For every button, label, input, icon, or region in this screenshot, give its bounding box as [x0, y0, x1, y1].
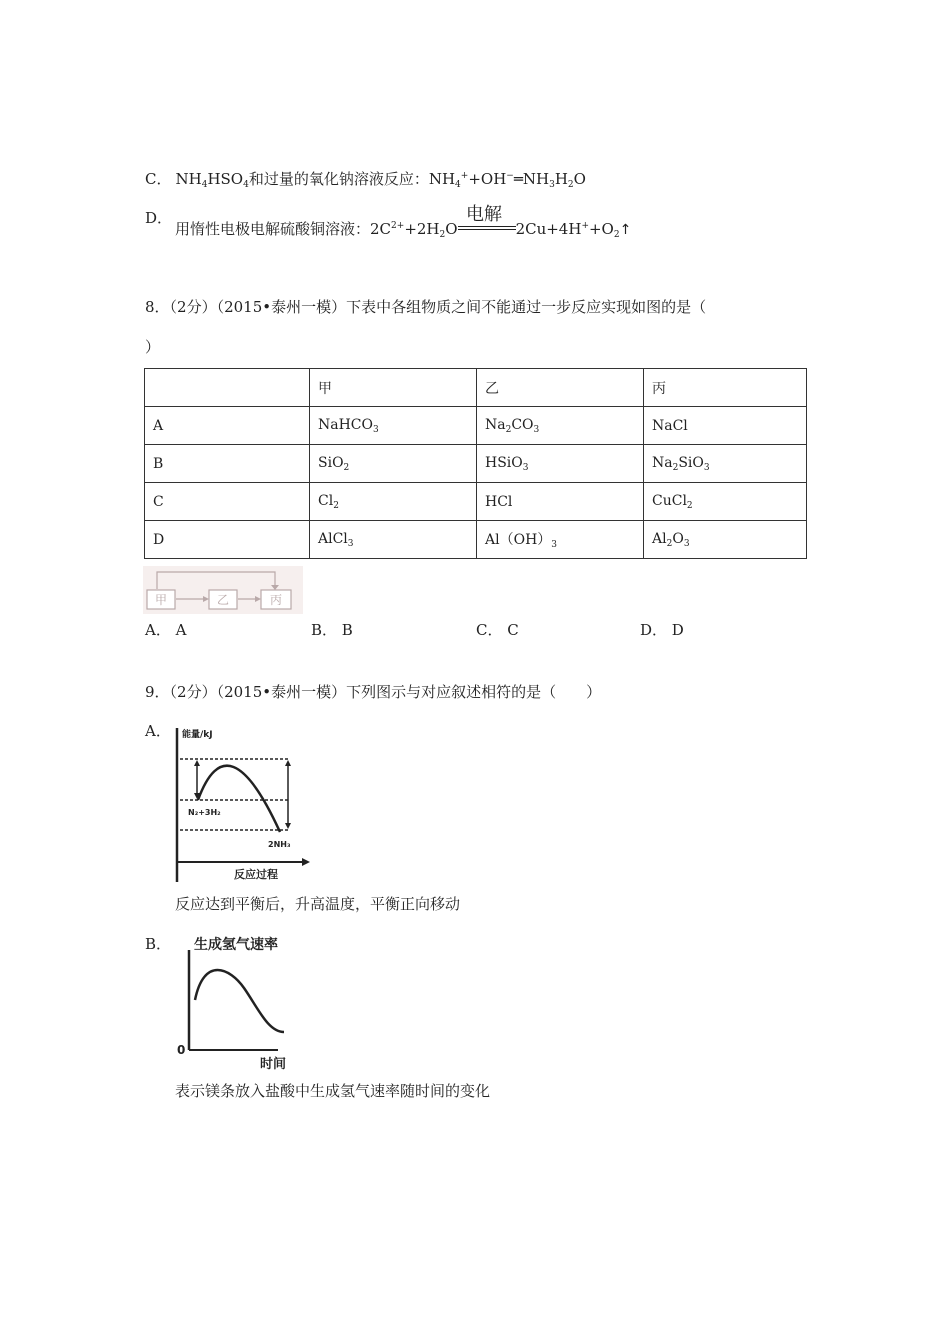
- q9-rate-diagram: [172, 932, 302, 1072]
- formula-text: O: [573, 170, 586, 188]
- superscript: +: [460, 171, 469, 181]
- q8-option-c[interactable]: C． C: [476, 621, 519, 639]
- table-cell: CuCl$_2$: [644, 483, 807, 521]
- table-cell: HSiO$_3$: [477, 445, 644, 483]
- gas-arrow-icon: ↑: [619, 222, 632, 238]
- table-row: [145, 445, 807, 483]
- formula-text: 和过量的氧化钠溶液反应：NH: [248, 170, 456, 188]
- x-axis-label: 反应过程: [234, 868, 278, 881]
- reactants-label: N₂+3H₂: [188, 808, 221, 817]
- table-cell: $Na_2SiO_3$: [644, 445, 807, 483]
- node-jia: 甲: [154, 593, 168, 607]
- table-cell: NaHCO$_3$: [310, 407, 477, 445]
- q8-table: [144, 368, 807, 559]
- origin-label: 0: [177, 1043, 186, 1057]
- table-row: [145, 483, 807, 521]
- q9-stem: 9．（2分）（2015•泰州一模）下列图示与对应叙述相符的是（ ）: [145, 683, 602, 701]
- q9-option-b-letter: B．: [145, 935, 172, 953]
- q8-option-d[interactable]: D． D: [640, 621, 684, 639]
- q9-option-a-caption: 反应达到平衡后，升高温度，平衡正向移动: [175, 895, 461, 913]
- table-cell: AlCl$_3$: [310, 521, 477, 559]
- formula-text: 用惰性电极电解硫酸铜溶液：2C: [175, 220, 392, 238]
- row-label: A: [145, 407, 310, 445]
- superscript: 2+: [391, 221, 405, 231]
- product-label: 2NH₃: [268, 840, 291, 849]
- table-cell: $Cl_2$: [310, 483, 477, 521]
- x-axis-label: 时间: [260, 1057, 287, 1072]
- row-label: D: [145, 521, 310, 559]
- table-cell: $Al(OH)_3$: [477, 521, 644, 559]
- q9-option-b-caption: 表示镁条放入盐酸中生成氢气速率随时间的变化: [175, 1082, 491, 1100]
- q8-option-b[interactable]: B． B: [311, 621, 353, 639]
- formula-text: H: [554, 170, 568, 188]
- formula-text: +2H: [404, 220, 440, 238]
- formula-text: 2Cu+4H: [515, 220, 582, 238]
- q8-stem-line1: 8．（2分）（2015•泰州一模）下表中各组物质之间不能通过一步反应实现如图的是（: [145, 298, 707, 316]
- formula-text: +OH: [468, 170, 507, 188]
- table-cell: $Na_2CO_3$: [477, 407, 644, 445]
- row-label: C: [145, 483, 310, 521]
- q7-option-d-letter: D．: [145, 209, 173, 227]
- table-cell: $Al_2O_3$: [644, 521, 807, 559]
- table-cell: SiO$_2$: [310, 445, 477, 483]
- subscript: 4: [455, 180, 461, 190]
- node-yi: 乙: [216, 593, 230, 607]
- node-bing: 丙: [269, 593, 283, 607]
- q9-energy-diagram: [172, 720, 312, 885]
- electrolysis-condition: 电解: [466, 204, 502, 225]
- row-label: B: [145, 445, 310, 483]
- subscript: 2: [567, 180, 574, 190]
- q9-option-a-letter: A．: [145, 722, 171, 740]
- header-cell: 甲: [310, 369, 477, 407]
- formula-text: O: [445, 220, 458, 238]
- subscript: 4: [201, 180, 208, 190]
- formula-text: NH: [175, 170, 202, 188]
- table-cell: HCl: [477, 483, 644, 521]
- formula-text: HSO: [207, 170, 244, 188]
- y-axis-label: 能量/kJ: [182, 730, 213, 740]
- subscript: 2: [439, 230, 446, 240]
- option-letter: C．: [145, 170, 172, 188]
- superscript: +: [581, 221, 589, 231]
- q8-stem-line2: ）: [145, 338, 161, 356]
- table-cell: NaCl: [644, 407, 807, 445]
- header-cell: 乙: [477, 369, 644, 407]
- formula-text: +O: [588, 220, 614, 238]
- subscript: 3: [549, 180, 555, 190]
- table-header-row: [145, 369, 807, 407]
- table-row: [145, 521, 807, 559]
- superscript: −: [506, 171, 514, 181]
- q7-option-d: [175, 218, 631, 240]
- header-cell: [145, 369, 310, 407]
- subscript: 2: [613, 230, 620, 240]
- q7-option-c: [145, 168, 586, 190]
- q8-conversion-diagram: [143, 566, 303, 614]
- header-cell: 丙: [644, 369, 807, 407]
- y-axis-label: 生成氢气速率: [194, 937, 278, 953]
- table-row: [145, 407, 807, 445]
- q8-option-a[interactable]: A． A: [145, 621, 187, 639]
- subscript: 4: [243, 180, 249, 190]
- formula-text: ═NH: [513, 170, 550, 188]
